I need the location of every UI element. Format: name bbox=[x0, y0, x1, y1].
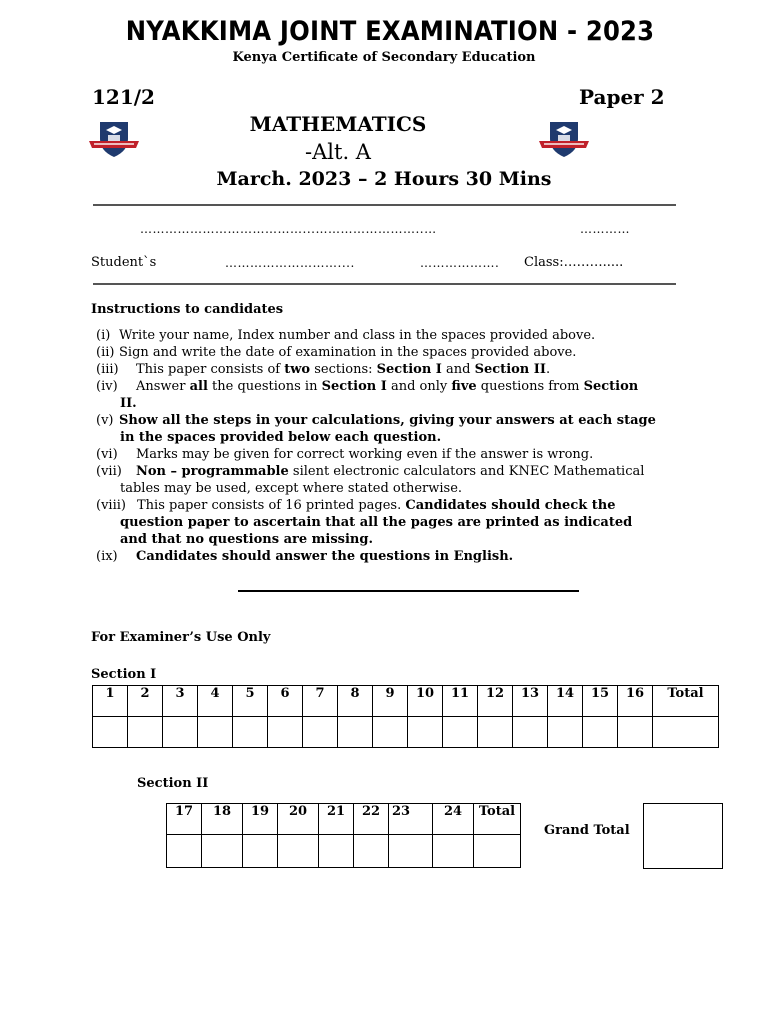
question-col: 21 bbox=[319, 804, 354, 835]
instructions-end-rule bbox=[238, 590, 579, 592]
instruction-item: (ix) Candidates should answer the questions in English. bbox=[96, 549, 514, 564]
instruction-continuation: question paper to ascertain that all the pages are printed as indicated bbox=[120, 515, 633, 530]
total-col: Total bbox=[474, 804, 521, 835]
mark-cell[interactable] bbox=[618, 717, 653, 748]
subject-variant: -Alt. A bbox=[305, 140, 371, 164]
instruction-continuation: and that no questions are missing. bbox=[120, 532, 373, 547]
mark-cell[interactable] bbox=[167, 835, 202, 868]
mark-cell[interactable] bbox=[389, 835, 433, 868]
instructions-list bbox=[96, 327, 686, 565]
mark-cell[interactable] bbox=[93, 717, 128, 748]
question-col: 23 bbox=[389, 804, 433, 835]
name-field[interactable]: …………………………………...……………………..… bbox=[140, 222, 437, 236]
question-col: 22 bbox=[354, 804, 389, 835]
mark-cell[interactable] bbox=[583, 717, 618, 748]
question-col: 19 bbox=[243, 804, 278, 835]
instruction-item: (v) Show all the steps in your calculations, giving your answers at each stage bbox=[96, 413, 656, 428]
mark-cell[interactable] bbox=[303, 717, 338, 748]
grand-total-label: Grand Total bbox=[544, 823, 630, 838]
paper-number: Paper 2 bbox=[579, 85, 665, 109]
question-col: 20 bbox=[278, 804, 319, 835]
student-label: Student`s bbox=[91, 255, 157, 270]
instruction-continuation: tables may be used, except where stated otherwise. bbox=[120, 481, 463, 496]
mark-cell[interactable] bbox=[443, 717, 478, 748]
total-cell[interactable] bbox=[474, 835, 521, 868]
section1-marks-row bbox=[93, 717, 719, 748]
mark-cell[interactable] bbox=[548, 717, 583, 748]
mark-cell[interactable] bbox=[128, 717, 163, 748]
index-field[interactable]: ………… bbox=[580, 222, 630, 236]
mark-cell[interactable] bbox=[319, 835, 354, 868]
question-col: 7 bbox=[303, 686, 338, 717]
mark-cell[interactable] bbox=[233, 717, 268, 748]
grand-total-box[interactable] bbox=[643, 803, 723, 869]
instructions-heading: Instructions to candidates bbox=[91, 302, 284, 317]
question-col: 4 bbox=[198, 686, 233, 717]
class-field[interactable]: Class:………..... bbox=[524, 255, 624, 270]
total-col: Total bbox=[653, 686, 719, 717]
mark-cell[interactable] bbox=[433, 835, 474, 868]
section2-marks-table bbox=[166, 803, 521, 868]
instruction-item: (vi) Marks may be given for correct working even if the answer is wrong. bbox=[96, 447, 594, 462]
section1-header-row bbox=[93, 686, 719, 717]
school-logo-right-icon bbox=[538, 119, 590, 159]
instruction-item: (vii) Non – programmable silent electronic calculators and KNEC Mathematical bbox=[96, 464, 645, 479]
mark-cell[interactable] bbox=[268, 717, 303, 748]
question-col: 11 bbox=[443, 686, 478, 717]
paper-code: 121/2 bbox=[92, 85, 155, 109]
mark-cell[interactable] bbox=[338, 717, 373, 748]
question-col: 10 bbox=[408, 686, 443, 717]
question-col: 9 bbox=[373, 686, 408, 717]
exam-subtitle: Kenya Certificate of Secondary Education bbox=[232, 50, 536, 65]
mark-cell[interactable] bbox=[202, 835, 243, 868]
school-logo-left-icon bbox=[88, 119, 140, 159]
question-col: 18 bbox=[202, 804, 243, 835]
instruction-item: (iii) This paper consists of two sections: Section I and Section II. bbox=[96, 362, 551, 377]
date-field[interactable]: ………………. bbox=[420, 256, 500, 270]
question-col: 13 bbox=[513, 686, 548, 717]
instruction-item: (viii) This paper consists of 16 printed pages. Candidates should check the bbox=[96, 498, 616, 513]
mark-cell[interactable] bbox=[163, 717, 198, 748]
question-col: 24 bbox=[433, 804, 474, 835]
section2-label: Section II bbox=[137, 776, 209, 791]
total-cell[interactable] bbox=[653, 717, 719, 748]
question-col: 5 bbox=[233, 686, 268, 717]
question-col: 2 bbox=[128, 686, 163, 717]
exam-date-duration: March. 2023 – 2 Hours 30 Mins bbox=[216, 168, 552, 190]
mark-cell[interactable] bbox=[354, 835, 389, 868]
mark-cell[interactable] bbox=[243, 835, 278, 868]
question-col: 17 bbox=[167, 804, 202, 835]
section1-label: Section I bbox=[91, 667, 157, 682]
instruction-continuation: in the spaces provided below each question. bbox=[120, 430, 442, 445]
top-divider bbox=[93, 204, 676, 206]
question-col: 6 bbox=[268, 686, 303, 717]
question-col: 15 bbox=[583, 686, 618, 717]
subject-title: MATHEMATICS bbox=[249, 112, 427, 136]
section1-marks-table bbox=[92, 685, 719, 748]
exam-title: NYAKKIMA JOINT EXAMINATION - 2023 bbox=[125, 16, 655, 47]
question-col: 8 bbox=[338, 686, 373, 717]
section2-marks-row bbox=[167, 835, 521, 868]
mark-cell[interactable] bbox=[408, 717, 443, 748]
mark-cell[interactable] bbox=[278, 835, 319, 868]
instruction-item: (ii) Sign and write the date of examination in the spaces provided above. bbox=[96, 345, 577, 360]
question-col: 3 bbox=[163, 686, 198, 717]
mark-cell[interactable] bbox=[373, 717, 408, 748]
question-col: 12 bbox=[478, 686, 513, 717]
bottom-divider bbox=[93, 283, 676, 285]
question-col: 1 bbox=[93, 686, 128, 717]
instruction-item: (iv) Answer all the questions in Section I and only five questions from Section bbox=[96, 379, 639, 394]
instruction-continuation: II. bbox=[120, 396, 137, 411]
mark-cell[interactable] bbox=[513, 717, 548, 748]
signature-field[interactable]: ……………………….... bbox=[225, 256, 355, 270]
question-col: 14 bbox=[548, 686, 583, 717]
section2-header-row bbox=[167, 804, 521, 835]
examiner-heading: For Examiner’s Use Only bbox=[91, 630, 271, 645]
mark-cell[interactable] bbox=[478, 717, 513, 748]
instruction-item: (i) Write your name, Index number and class in the spaces provided above. bbox=[96, 328, 596, 343]
mark-cell[interactable] bbox=[198, 717, 233, 748]
question-col: 16 bbox=[618, 686, 653, 717]
